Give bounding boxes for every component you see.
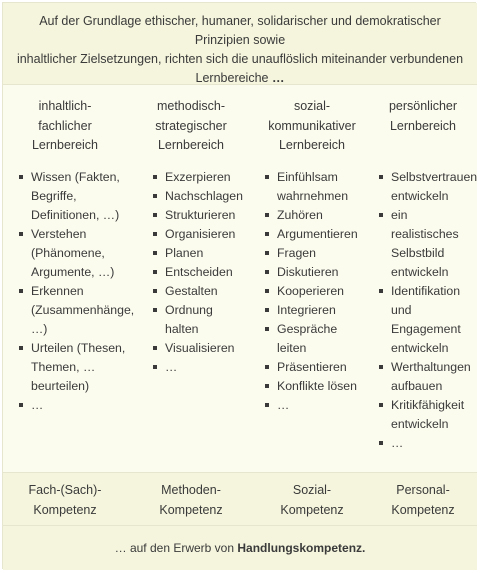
item-line: … bbox=[165, 360, 178, 374]
item-line: Identifikation bbox=[391, 284, 461, 298]
list-item bbox=[263, 206, 375, 225]
column-header-4 bbox=[373, 97, 473, 136]
list-item bbox=[151, 282, 255, 301]
footer-line: Sozial- bbox=[292, 483, 332, 497]
list-item bbox=[17, 339, 135, 396]
item-line: Exzerpieren bbox=[165, 170, 231, 184]
column-list-1 bbox=[17, 168, 135, 415]
header-line: sozial- bbox=[293, 99, 331, 113]
intro-line-2: inhaltlicher Zielsetzungen, richten sich die unauflöslich miteinander verbundenen bbox=[16, 52, 464, 66]
conclusion-text bbox=[3, 526, 477, 570]
header-line: Lernbereich bbox=[157, 138, 224, 152]
item-line: Präsentieren bbox=[277, 360, 347, 374]
footer-line: Personal- bbox=[396, 483, 450, 497]
footer-line: Methoden- bbox=[161, 483, 221, 497]
list-item bbox=[377, 434, 475, 453]
intro-line-3-prefix: Lernbereiche bbox=[195, 71, 272, 85]
item-line: Einfühlsam bbox=[277, 170, 338, 184]
list-item bbox=[377, 206, 475, 282]
list-item bbox=[263, 263, 375, 282]
footer-line: Fach-(Sach)- bbox=[28, 483, 102, 497]
column-list-4 bbox=[377, 168, 478, 453]
item-line: Fragen bbox=[277, 246, 316, 260]
list-item bbox=[17, 282, 135, 339]
item-line: halten bbox=[165, 322, 199, 336]
item-line: Verstehen bbox=[31, 227, 87, 241]
list-item bbox=[17, 168, 135, 225]
list-item bbox=[263, 282, 375, 301]
list-item bbox=[263, 225, 375, 244]
list-item bbox=[377, 168, 478, 206]
item-line: … bbox=[391, 436, 404, 450]
header-line: Lernbereich bbox=[278, 138, 345, 152]
competence-footer-row bbox=[3, 472, 477, 526]
item-line: wahrnehmen bbox=[277, 189, 349, 203]
column-footer-2 bbox=[139, 481, 243, 520]
item-line: Zuhören bbox=[277, 208, 323, 222]
item-line: (Phänomene, bbox=[31, 246, 105, 260]
list-item bbox=[151, 301, 255, 339]
footer-line: Kompetenz bbox=[33, 502, 97, 517]
item-line: Engagement bbox=[391, 322, 461, 336]
list-item bbox=[17, 225, 135, 282]
item-line: Themen, … bbox=[31, 360, 96, 374]
column-list-3 bbox=[263, 168, 375, 415]
column-header-2 bbox=[139, 97, 243, 156]
item-line: Kooperieren bbox=[277, 284, 344, 298]
item-line: Diskutieren bbox=[277, 265, 339, 279]
list-item bbox=[263, 320, 375, 358]
header-line: persönlicher bbox=[388, 99, 458, 113]
item-line: … bbox=[277, 398, 290, 412]
list-item bbox=[377, 358, 475, 396]
column-header-1 bbox=[15, 97, 115, 156]
header-line: Lernbereich bbox=[31, 138, 98, 152]
list-item bbox=[151, 168, 255, 187]
header-line: fachlicher bbox=[38, 118, 92, 133]
list-item bbox=[263, 301, 375, 320]
header-line: methodisch- bbox=[156, 99, 226, 113]
item-line: … bbox=[31, 398, 44, 412]
column-list-2 bbox=[151, 168, 255, 377]
column-footer-4 bbox=[373, 481, 473, 520]
footer-line: Kompetenz bbox=[280, 502, 344, 517]
list-item bbox=[17, 396, 135, 415]
list-item bbox=[151, 244, 255, 263]
conclusion-prefix: … auf den Erwerb von bbox=[114, 541, 238, 555]
list-item bbox=[263, 168, 375, 206]
learning-areas-table bbox=[2, 2, 476, 569]
column-footer-1 bbox=[15, 481, 115, 520]
item-line: realistisches bbox=[391, 227, 459, 241]
item-line: leiten bbox=[277, 341, 307, 355]
item-line: Begriffe, bbox=[31, 189, 77, 203]
header-line: kommunikativer bbox=[268, 118, 356, 133]
item-line: Wissen (Fakten, bbox=[31, 170, 120, 184]
column-header-3 bbox=[255, 97, 369, 156]
list-item bbox=[263, 244, 375, 263]
item-line: Gespräche bbox=[277, 322, 338, 336]
item-line: Werthaltungen bbox=[391, 360, 471, 374]
column-header-row bbox=[3, 85, 477, 163]
column-footer-3 bbox=[255, 481, 369, 520]
item-line: Konflikte lösen bbox=[277, 379, 357, 393]
item-line: und bbox=[391, 303, 412, 317]
list-item bbox=[151, 206, 255, 225]
item-line: Kritikfähigkeit bbox=[391, 398, 465, 412]
item-line: Definitionen, …) bbox=[31, 208, 120, 222]
list-item bbox=[151, 187, 255, 206]
item-line: entwickeln bbox=[391, 417, 449, 431]
list-item bbox=[151, 225, 255, 244]
item-line: beurteilen) bbox=[31, 379, 90, 393]
header-line: inhaltlich- bbox=[38, 99, 92, 113]
intro-line-1: Auf der Grundlage ethischer, humaner, solidarischer und demokratischer Prinzipien sowie bbox=[39, 14, 441, 47]
item-line: Argumentieren bbox=[277, 227, 358, 241]
item-line: Strukturieren bbox=[165, 208, 236, 222]
header-line: strategischer bbox=[155, 118, 227, 133]
list-item bbox=[151, 358, 255, 377]
item-line: Entscheiden bbox=[165, 265, 233, 279]
item-line: ein bbox=[391, 208, 408, 222]
item-line: Gestalten bbox=[165, 284, 218, 298]
item-line: Erkennen bbox=[31, 284, 84, 298]
list-item bbox=[377, 396, 475, 434]
footer-line: Kompetenz bbox=[391, 502, 455, 517]
item-line: Selbstvertrauen bbox=[391, 170, 478, 184]
item-line: aufbauen bbox=[391, 379, 443, 393]
item-line: Integrieren bbox=[277, 303, 336, 317]
item-line: Urteilen (Thesen, bbox=[31, 341, 126, 355]
list-item bbox=[263, 396, 375, 415]
item-line: Planen bbox=[165, 246, 204, 260]
list-item bbox=[151, 263, 255, 282]
footer-line: Kompetenz bbox=[159, 502, 223, 517]
conclusion-strong: Handlungskompetenz. bbox=[237, 541, 366, 555]
item-line: Selbstbild bbox=[391, 246, 445, 260]
intro-ellipsis: … bbox=[271, 71, 285, 85]
item-line: …) bbox=[31, 322, 48, 336]
item-line: Organisieren bbox=[165, 227, 236, 241]
item-line: (Zusammenhänge, bbox=[31, 303, 135, 317]
item-line: Nachschlagen bbox=[165, 189, 243, 203]
intro-text bbox=[3, 3, 477, 85]
list-item bbox=[263, 377, 375, 396]
list-item bbox=[151, 339, 255, 358]
item-line: entwickeln bbox=[391, 265, 449, 279]
item-line: Visualisieren bbox=[165, 341, 235, 355]
competence-items-row bbox=[3, 162, 477, 472]
list-item bbox=[377, 282, 475, 358]
item-line: entwickeln bbox=[391, 341, 449, 355]
item-line: Ordnung bbox=[165, 303, 213, 317]
item-line: entwickeln bbox=[391, 189, 449, 203]
list-item bbox=[263, 358, 375, 377]
item-line: Argumente, …) bbox=[31, 265, 115, 279]
header-line: Lernbereich bbox=[389, 118, 456, 133]
